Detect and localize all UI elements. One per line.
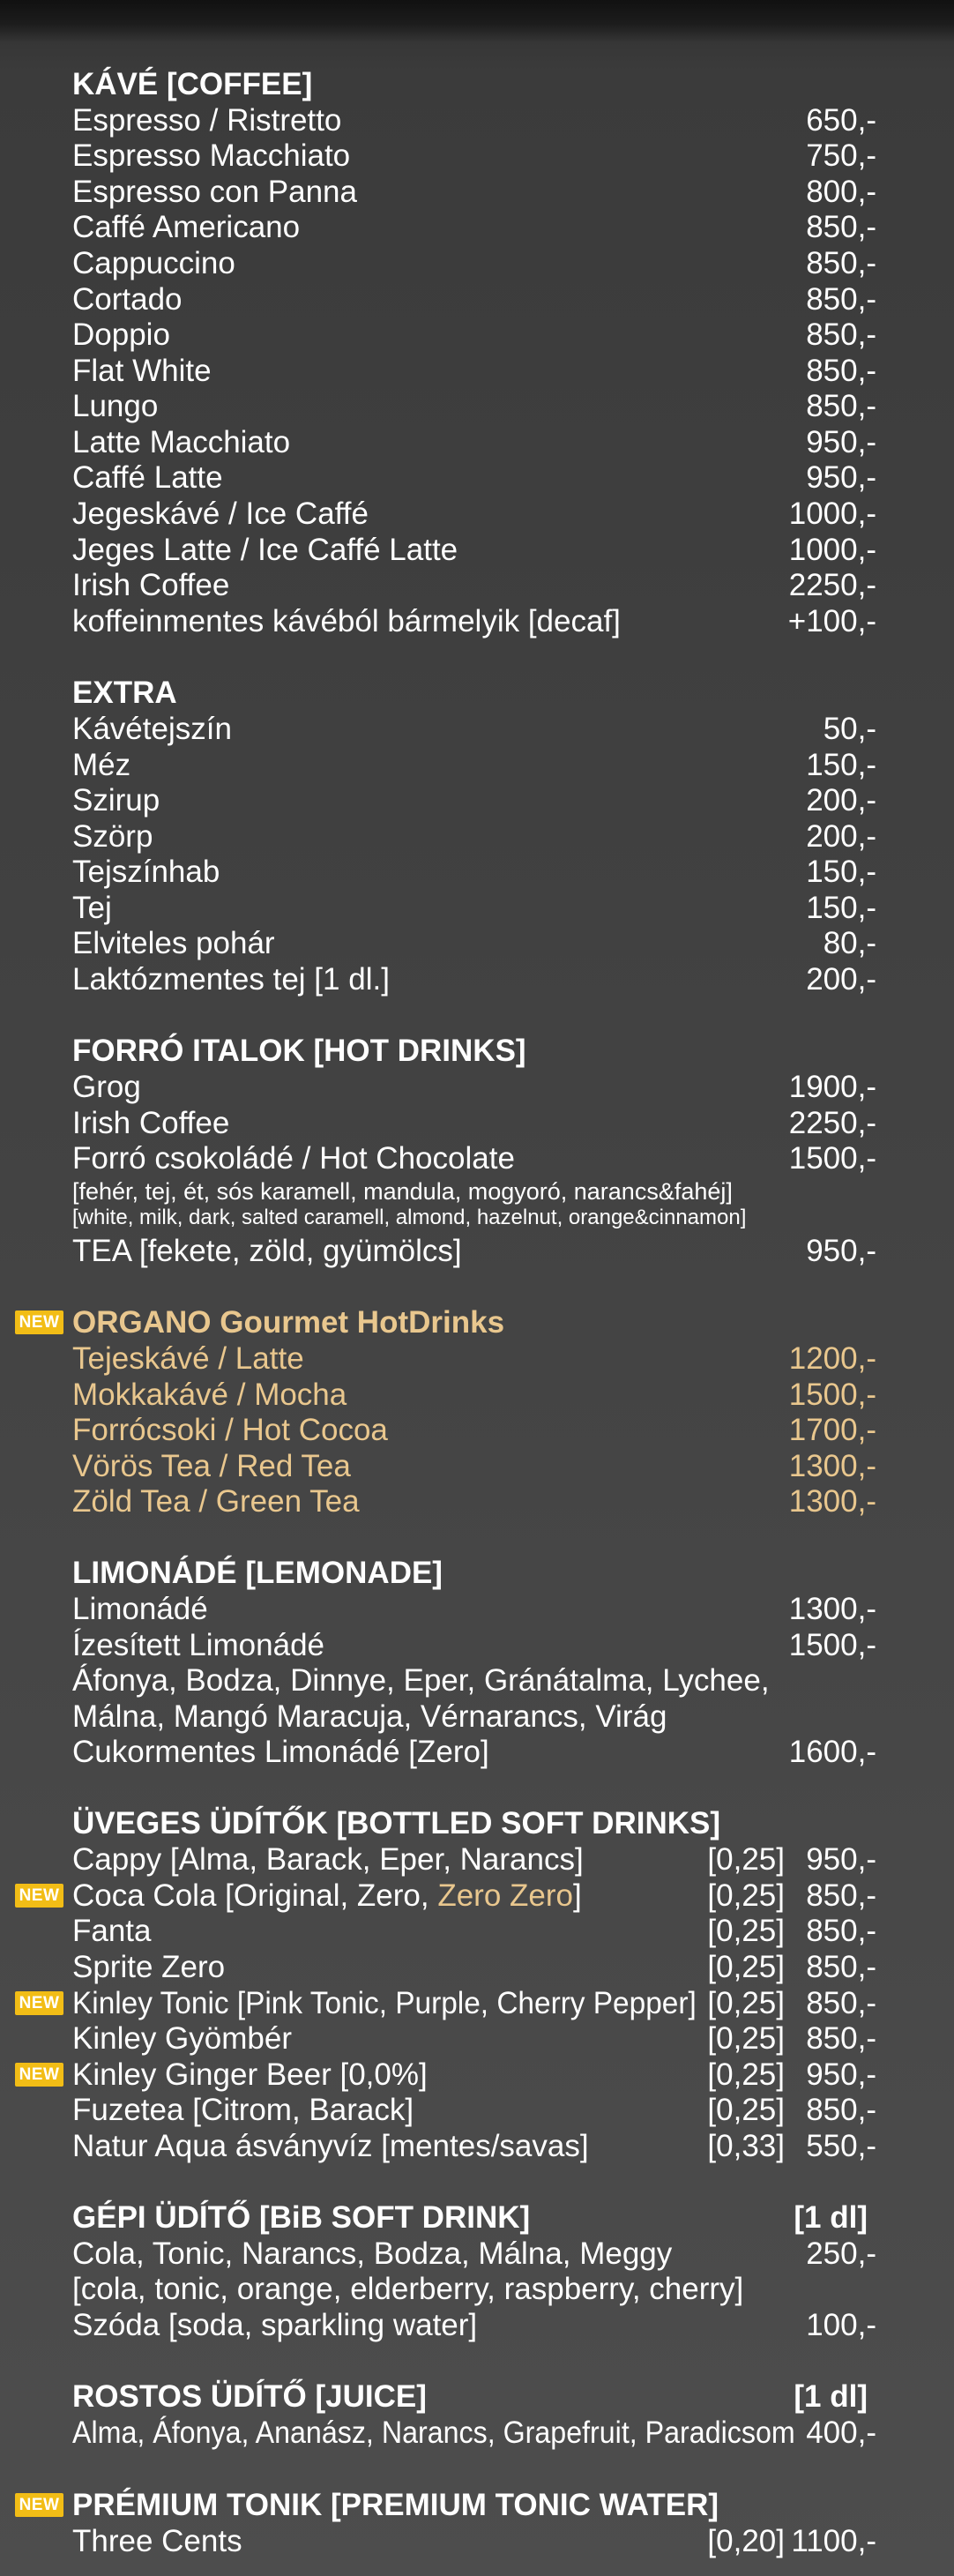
section-title-text: KÁVÉ [COFFEE]: [72, 67, 313, 101]
menu-item: [72, 533, 876, 568]
item-price: 1300,-: [788, 1484, 876, 1519]
item-name: Cola, Tonic, Narancs, Bodza, Málna, Meggy: [72, 2236, 673, 2271]
item-price: 850,-: [806, 282, 876, 317]
menu-item: [72, 1449, 876, 1484]
menu-item: [72, 1986, 876, 2021]
section-title-extra: [72, 676, 876, 711]
item-name: Vörös Tea / Red Tea: [72, 1449, 351, 1483]
item-name: Méz: [72, 748, 131, 782]
new-badge: NEW: [15, 1884, 63, 1908]
section-title-text: ROSTOS ÜDÍTŐ [JUICE]: [72, 2379, 427, 2414]
new-badge: NEW: [15, 1991, 63, 2015]
menu-item: [72, 568, 876, 603]
item-price: 250,-: [806, 2236, 876, 2271]
item-price: 1200,-: [788, 1341, 876, 1376]
item-name: Espresso Macchiato: [72, 138, 351, 173]
item-price: 950,-: [806, 2057, 876, 2092]
item-price: 400,-: [806, 2415, 876, 2450]
section-title-bib: [72, 2200, 876, 2236]
item-name: Szirup: [72, 783, 160, 818]
item-name: Alma, Áfonya, Ananász, Narancs, Grapefruit, Paradicsom: [72, 2415, 795, 2450]
item-price: 100,-: [806, 2308, 876, 2342]
menu-item: [72, 425, 876, 460]
menu-item: [72, 497, 876, 532]
item-name: Laktózmentes tej [1 dl.]: [72, 962, 390, 997]
item-name-part: ]: [572, 1878, 582, 1913]
item-price: 2250,-: [788, 568, 876, 602]
menu-item: [72, 604, 876, 639]
item-note: [72, 2272, 876, 2307]
menu-item: [72, 1341, 876, 1377]
item-name: Cappy [Alma, Barack, Eper, Narancs]: [72, 1842, 584, 1877]
menu-item: [72, 1234, 876, 1269]
menu-item: [72, 2129, 876, 2164]
item-price: 1500,-: [788, 1628, 876, 1662]
item-name: Irish Coffee: [72, 568, 230, 602]
item-price: 850,-: [806, 1986, 876, 2020]
item-name: Caffé Latte: [72, 460, 223, 495]
item-price: 1700,-: [788, 1413, 876, 1447]
item-price: 850,-: [806, 1914, 876, 1948]
menu-item: [72, 1878, 876, 1914]
menu-item: [72, 138, 876, 174]
menu-item: [72, 1378, 876, 1413]
menu-item: [72, 2057, 876, 2093]
item-name: Grog: [72, 1070, 141, 1104]
section-title-hot-drinks: [72, 1034, 876, 1069]
item-price: 950,-: [806, 1234, 876, 1268]
item-price: 2250,-: [788, 1106, 876, 1140]
menu-item: [72, 962, 876, 997]
item-name: Kinley Gyömbér: [72, 2021, 292, 2056]
item-volume: [0,25]: [707, 1878, 785, 1913]
menu-item: [72, 2524, 876, 2559]
menu-item: [72, 1141, 876, 1176]
item-name: Lungo: [72, 389, 159, 423]
menu-item: [72, 926, 876, 961]
item-volume: [0,25]: [707, 2021, 785, 2056]
item-price: 550,-: [806, 2129, 876, 2163]
item-price: 200,-: [806, 819, 876, 854]
item-price: 800,-: [806, 175, 876, 209]
item-price: 200,-: [806, 783, 876, 818]
note-text: [fehér, tej, ét, sós karamell, mandula, mogyoró, narancs&fahéj]: [72, 1178, 733, 1205]
menu-item: [72, 1950, 876, 1985]
item-price: 850,-: [806, 1950, 876, 1984]
section-title-text: LIMONÁDÉ [LEMONADE]: [72, 1556, 443, 1590]
menu-item: [72, 2021, 876, 2057]
menu-item: [72, 819, 876, 855]
item-name: Cortado: [72, 282, 183, 317]
item-name-part: Coca Cola [Original, Zero,: [72, 1878, 438, 1913]
menu-item: [72, 354, 876, 389]
item-name: Espresso / Ristretto: [72, 103, 342, 138]
section-title-text: GÉPI ÜDÍTŐ [BiB SOFT DRINK]: [72, 2200, 531, 2235]
menu-item: [72, 1106, 876, 1141]
item-note: [72, 1178, 876, 1205]
menu-item: [72, 246, 876, 281]
item-note: [72, 1205, 876, 1231]
item-volume: [0,25]: [707, 2057, 785, 2092]
menu-item: [72, 1842, 876, 1878]
note-text: [cola, tonic, orange, elderberry, raspberry, cherry]: [72, 2272, 744, 2306]
menu-item: [72, 2093, 876, 2128]
menu-item: [72, 210, 876, 245]
item-price: 1100,-: [791, 2524, 876, 2558]
item-price: 850,-: [806, 246, 876, 280]
item-name: Sprite Zero: [72, 1950, 226, 1984]
item-volume: [0,25]: [707, 1986, 785, 2020]
item-price: 1300,-: [788, 1592, 876, 1626]
menu-item: [72, 1735, 876, 1770]
section-title-juice: [72, 2379, 876, 2415]
item-name: Cukormentes Limonádé [Zero]: [72, 1735, 489, 1769]
item-name: Jegeskávé / Ice Caffé: [72, 497, 369, 531]
item-price: 850,-: [806, 2093, 876, 2127]
item-name: Fanta: [72, 1914, 152, 1948]
section-title-text: ORGANO Gourmet HotDrinks: [72, 1305, 505, 1340]
item-name: Fuzetea [Citrom, Barack]: [72, 2093, 414, 2127]
item-name: Natur Aqua ásványvíz [mentes/savas]: [72, 2129, 589, 2163]
menu-item: [72, 712, 876, 747]
item-name-highlight: Zero Zero: [437, 1878, 573, 1913]
flavor-text: Áfonya, Bodza, Dinnye, Eper, Gránátalma, Lychee,: [72, 1663, 770, 1698]
item-name: Limonádé: [72, 1592, 208, 1626]
item-price: 150,-: [806, 855, 876, 889]
item-price: 950,-: [806, 460, 876, 495]
top-shadow-bar: [0, 0, 954, 42]
item-price: 150,-: [806, 748, 876, 782]
item-price: 850,-: [806, 210, 876, 244]
menu-item: [72, 317, 876, 353]
flavor-list: [72, 1699, 876, 1735]
item-name: Cappuccino: [72, 246, 235, 280]
menu-item: [72, 1484, 876, 1519]
item-name: Forró csokoládé / Hot Chocolate: [72, 1141, 515, 1176]
item-price: 1500,-: [788, 1141, 876, 1176]
item-name: Kinley Ginger Beer [0,0%]: [72, 2057, 428, 2092]
section-title-lemonade: [72, 1556, 876, 1591]
section-title-text: ÜVEGES ÜDÍTŐK [BOTTLED SOFT DRINKS]: [72, 1806, 720, 1841]
item-price: 850,-: [806, 389, 876, 423]
menu-item: [72, 103, 876, 138]
menu-item: [72, 1413, 876, 1448]
item-name: Elviteles pohár: [72, 926, 275, 960]
section-title-tonic: [72, 2488, 876, 2523]
item-name: Three Cents: [72, 2524, 242, 2558]
section-title-coffee: [72, 67, 876, 102]
new-badge: NEW: [15, 2063, 63, 2087]
item-price: 1300,-: [788, 1449, 876, 1483]
item-price: +100,-: [787, 604, 876, 638]
item-name: Latte Macchiato: [72, 425, 291, 459]
item-name: Forrócsoki / Hot Cocoa: [72, 1413, 388, 1447]
item-price: 950,-: [806, 1842, 876, 1877]
item-name: Tejszínhab: [72, 855, 220, 889]
new-badge: NEW: [15, 2493, 63, 2517]
item-price: 80,-: [823, 926, 876, 960]
menu-item: [72, 460, 876, 496]
item-price: 750,-: [806, 138, 876, 173]
item-name: Kinley Tonic [Pink Tonic, Purple, Cherry Pepper]: [72, 1986, 697, 2020]
item-price: 1500,-: [788, 1378, 876, 1412]
menu-item: [72, 282, 876, 317]
item-volume: [0,25]: [707, 1950, 785, 1984]
item-price: 850,-: [806, 354, 876, 388]
item-name: Tejeskávé / Latte: [72, 1341, 304, 1376]
item-price: 650,-: [806, 103, 876, 138]
item-name: Espresso con Panna: [72, 175, 357, 209]
item-price: 200,-: [806, 962, 876, 997]
section-unit: [1 dl]: [794, 2200, 868, 2235]
new-badge: NEW: [15, 1310, 63, 1334]
item-name: Irish Coffee: [72, 1106, 230, 1140]
note-text: [white, milk, dark, salted caramell, almond, hazelnut, orange&cinnamon]: [72, 1206, 747, 1229]
item-name: Caffé Americano: [72, 210, 301, 244]
menu-item: [72, 855, 876, 890]
item-volume: [0,25]: [707, 1914, 785, 1948]
item-name: Flat White: [72, 354, 212, 388]
item-price: 950,-: [806, 425, 876, 459]
section-title-text: EXTRA: [72, 676, 177, 710]
menu-item: [72, 2308, 876, 2343]
menu-item: [72, 783, 876, 818]
item-name: Zöld Tea / Green Tea: [72, 1484, 360, 1519]
menu-item: [72, 1914, 876, 1949]
item-price: 50,-: [823, 712, 876, 746]
section-title-bottled: [72, 1806, 876, 1841]
section-title-text: PRÉMIUM TONIK [PREMIUM TONIC WATER]: [72, 2488, 719, 2522]
item-name: Mokkakávé / Mocha: [72, 1378, 347, 1412]
item-name: TEA [fekete, zöld, gyümölcs]: [72, 1234, 462, 1268]
menu-item: [72, 389, 876, 424]
item-price: 1000,-: [788, 533, 876, 567]
item-price: 1900,-: [788, 1070, 876, 1104]
item-price: 1000,-: [788, 497, 876, 531]
flavor-text: Málna, Mangó Maracuja, Vérnarancs, Virág: [72, 1699, 667, 1734]
item-name: Szörp: [72, 819, 153, 854]
item-name: [72, 1878, 582, 1914]
item-name: Doppio: [72, 317, 170, 352]
item-name: Jeges Latte / Ice Caffé Latte: [72, 533, 458, 567]
item-price: 850,-: [806, 1878, 876, 1913]
item-name: Kávétejszín: [72, 712, 232, 746]
section-title-text: FORRÓ ITALOK [HOT DRINKS]: [72, 1034, 526, 1068]
item-name: Szóda [soda, sparkling water]: [72, 2308, 478, 2342]
menu-item: [72, 2236, 876, 2272]
item-volume: [0,33]: [707, 2129, 785, 2163]
menu-item: [72, 1070, 876, 1105]
item-name: koffeinmentes kávéból bármelyik [decaf]: [72, 604, 621, 638]
menu-item: [72, 175, 876, 210]
menu-item: [72, 891, 876, 926]
item-name: Tej: [72, 891, 112, 925]
section-title-organo: [72, 1305, 876, 1340]
item-price: 150,-: [806, 891, 876, 925]
item-volume: [0,25]: [707, 2093, 785, 2127]
item-volume: [0,25]: [707, 1842, 785, 1877]
menu-item: [72, 1628, 876, 1663]
section-unit: [1 dl]: [794, 2379, 868, 2414]
item-price: 850,-: [806, 2021, 876, 2056]
menu-item: [72, 748, 876, 783]
item-price: 1600,-: [788, 1735, 876, 1769]
item-name: Ízesített Limonádé: [72, 1628, 324, 1662]
item-price: 850,-: [806, 317, 876, 352]
item-volume: [0,20]: [707, 2524, 785, 2558]
menu-item: [72, 2415, 876, 2451]
menu-item: [72, 1592, 876, 1627]
flavor-list: [72, 1663, 876, 1699]
